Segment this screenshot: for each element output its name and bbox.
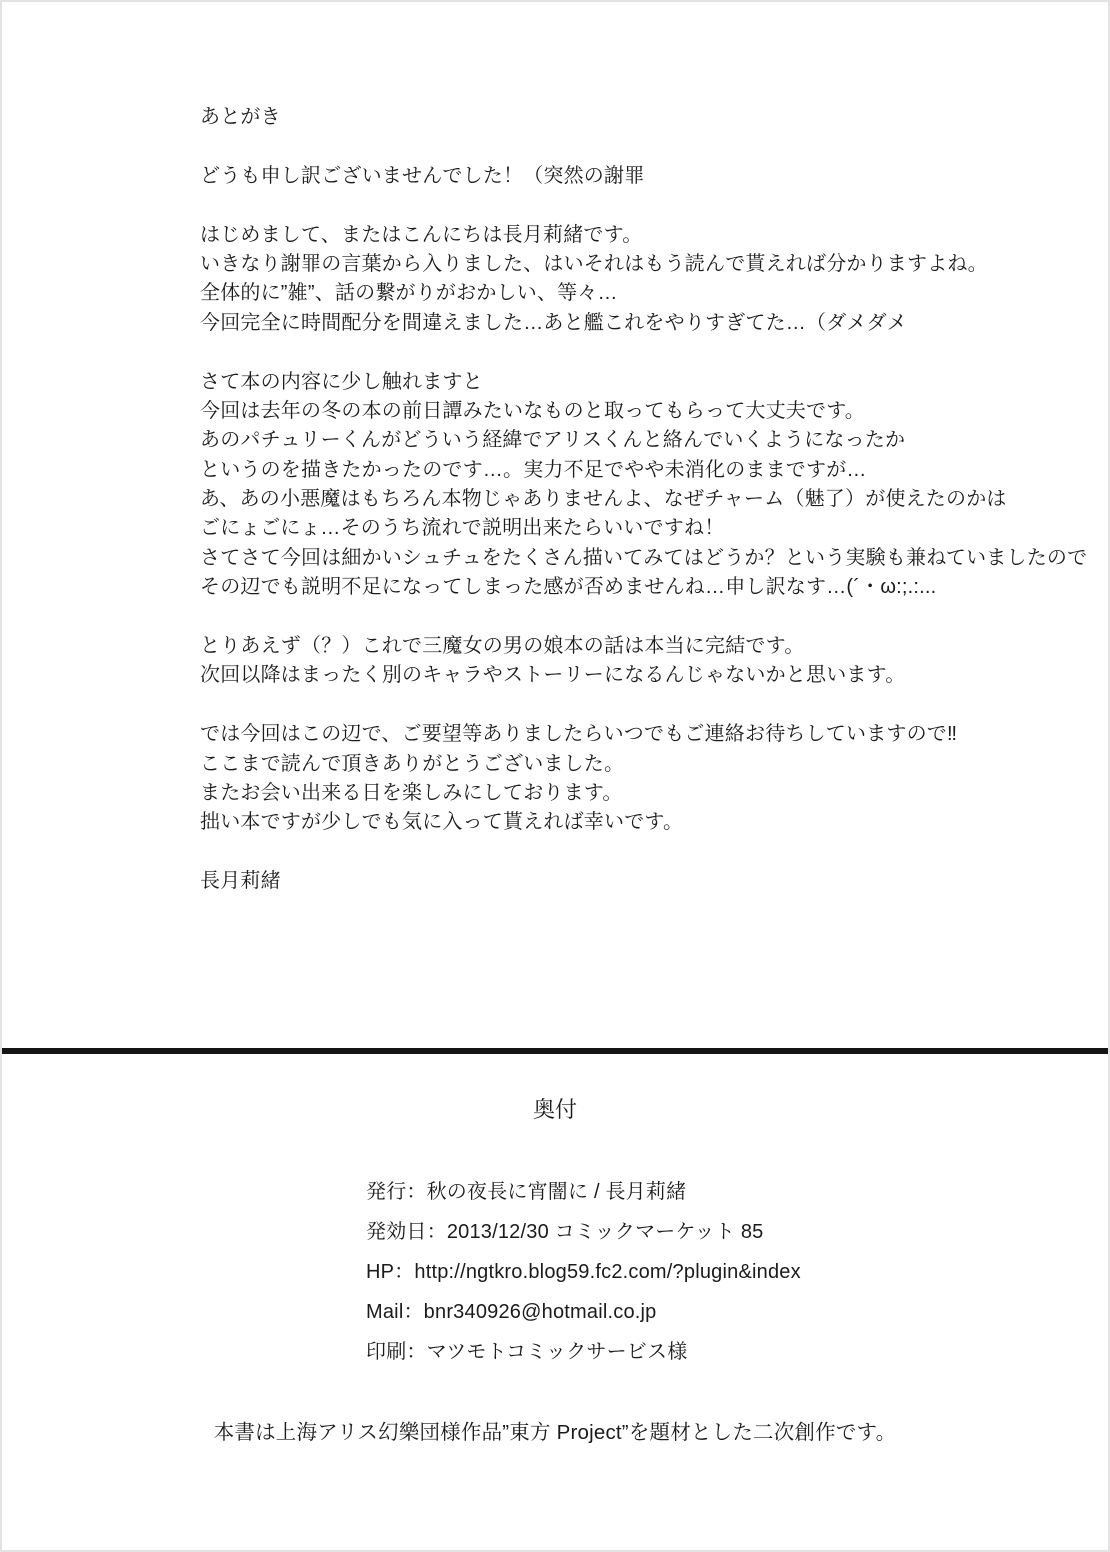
afterword-text-line xyxy=(200,691,1080,720)
colophon-title: 奥付 xyxy=(532,1097,577,1122)
copyright-disclaimer: 本書は上海アリス幻樂団様作品”東方 Project”を題材とした二次創作です。 xyxy=(213,1421,897,1444)
afterword-text-line: とりあえず（？）これで三魔女の男の娘本の話は本当に完結です。 xyxy=(200,635,805,658)
colophon-entry-value: http://ngtkro.blog59.fc2.com/?plugin&index xyxy=(414,1261,801,1283)
afterword-text-line: 今回は去年の冬の本の前日譚みたいなものと取ってもらって大丈夫です。 xyxy=(200,399,865,422)
afterword-text-line: というのを描きたかったのです…。実力不足でやや未消化のままですが… xyxy=(200,458,867,481)
afterword-text-line: ごにょごにょ…そのうち流れで説明出来たらいいですね！ xyxy=(200,517,725,540)
afterword-text-line: さてさて今回は細かいシュチュをたくさん描いてみてはどうか？という実験も兼ねていましたので xyxy=(200,546,1088,569)
afterword-text-line xyxy=(200,132,1080,161)
afterword-text-line xyxy=(200,838,1080,867)
colophon-entries xyxy=(366,1172,801,1372)
afterword-section xyxy=(200,103,1088,897)
afterword-text-line: では今回はこの辺で、ご要望等ありましたらいつでもご連絡お待ちしていますので‼ xyxy=(200,723,958,746)
colophon-entry-value: 秋の夜長に宵闇に / 長月莉緒 xyxy=(426,1181,687,1203)
afterword-body xyxy=(200,132,1088,896)
afterword-text-line: 次回以降はまったく別のキャラやストーリーになるんじゃないかと思います。 xyxy=(200,664,906,687)
afterword-text-line: その辺でも説明不足になってしまった感が否めませんね…申し訳なす…(´・ω:;.:... xyxy=(200,576,937,599)
afterword-title: あとがき xyxy=(200,106,281,128)
section-divider-rule xyxy=(2,1048,1108,1054)
afterword-text-line: どうも申し訳ございませんでした！（突然の謝罪 xyxy=(200,164,645,187)
colophon-entry xyxy=(366,1292,801,1332)
colophon-entry-label: 発効日： xyxy=(366,1221,447,1243)
colophon-entry-label: 印刷： xyxy=(366,1341,427,1363)
colophon-entry-value: マツモトコミックサービス様 xyxy=(426,1341,688,1363)
colophon-entry-label: Mail： xyxy=(366,1301,424,1323)
colophon-entry-label: HP： xyxy=(366,1261,415,1283)
afterword-text-line xyxy=(200,338,1080,367)
afterword-text-line: 今回完全に時間配分を間違えました…あと艦これをやりすぎてた…（ダメダメ xyxy=(200,311,907,334)
afterword-text-line: さて本の内容に少し触れますと xyxy=(200,370,483,393)
colophon-entry xyxy=(366,1252,801,1292)
colophon-entry xyxy=(366,1172,801,1212)
colophon-entry-label: 発行： xyxy=(366,1181,427,1203)
afterword-text-line: あのパチュリーくんがどういう経緯でアリスくんと絡んでいくようになったか xyxy=(200,429,906,452)
afterword-text-line: またお会い出来る日を楽しみにしております。 xyxy=(200,781,623,804)
afterword-text-line xyxy=(200,191,1080,220)
afterword-text-line: 長月莉緒 xyxy=(200,870,281,893)
afterword-text-line: はじめまして、またはこんにちは長月莉緒です。 xyxy=(200,223,643,246)
afterword-text-line: 拙い本ですが少しでも気に入って貰えれば幸いです。 xyxy=(200,811,684,834)
afterword-text-line: ここまで読んで頂きありがとうございました。 xyxy=(200,752,625,775)
colophon-entry xyxy=(366,1212,801,1252)
afterword-text-line: あ、あの小悪魔はもちろん本物じゃありませんよ、なぜチャーム（魅了）が使えたのかは xyxy=(200,488,1007,511)
colophon-entry xyxy=(366,1332,801,1372)
afterword-text-line xyxy=(200,603,1080,632)
colophon-entry-value: 2013/12/30 コミックマーケット 85 xyxy=(446,1221,764,1243)
afterword-text-line: 全体的に”雑”、話の繋がりがおかしい、等々… xyxy=(200,282,618,305)
afterword-text-line: いきなり謝罪の言葉から入りました、はいそれはもう読んで貰えれば分かりますよね。 xyxy=(200,252,988,275)
colophon-entry-value: bnr340926@hotmail.co.jp xyxy=(423,1301,657,1323)
